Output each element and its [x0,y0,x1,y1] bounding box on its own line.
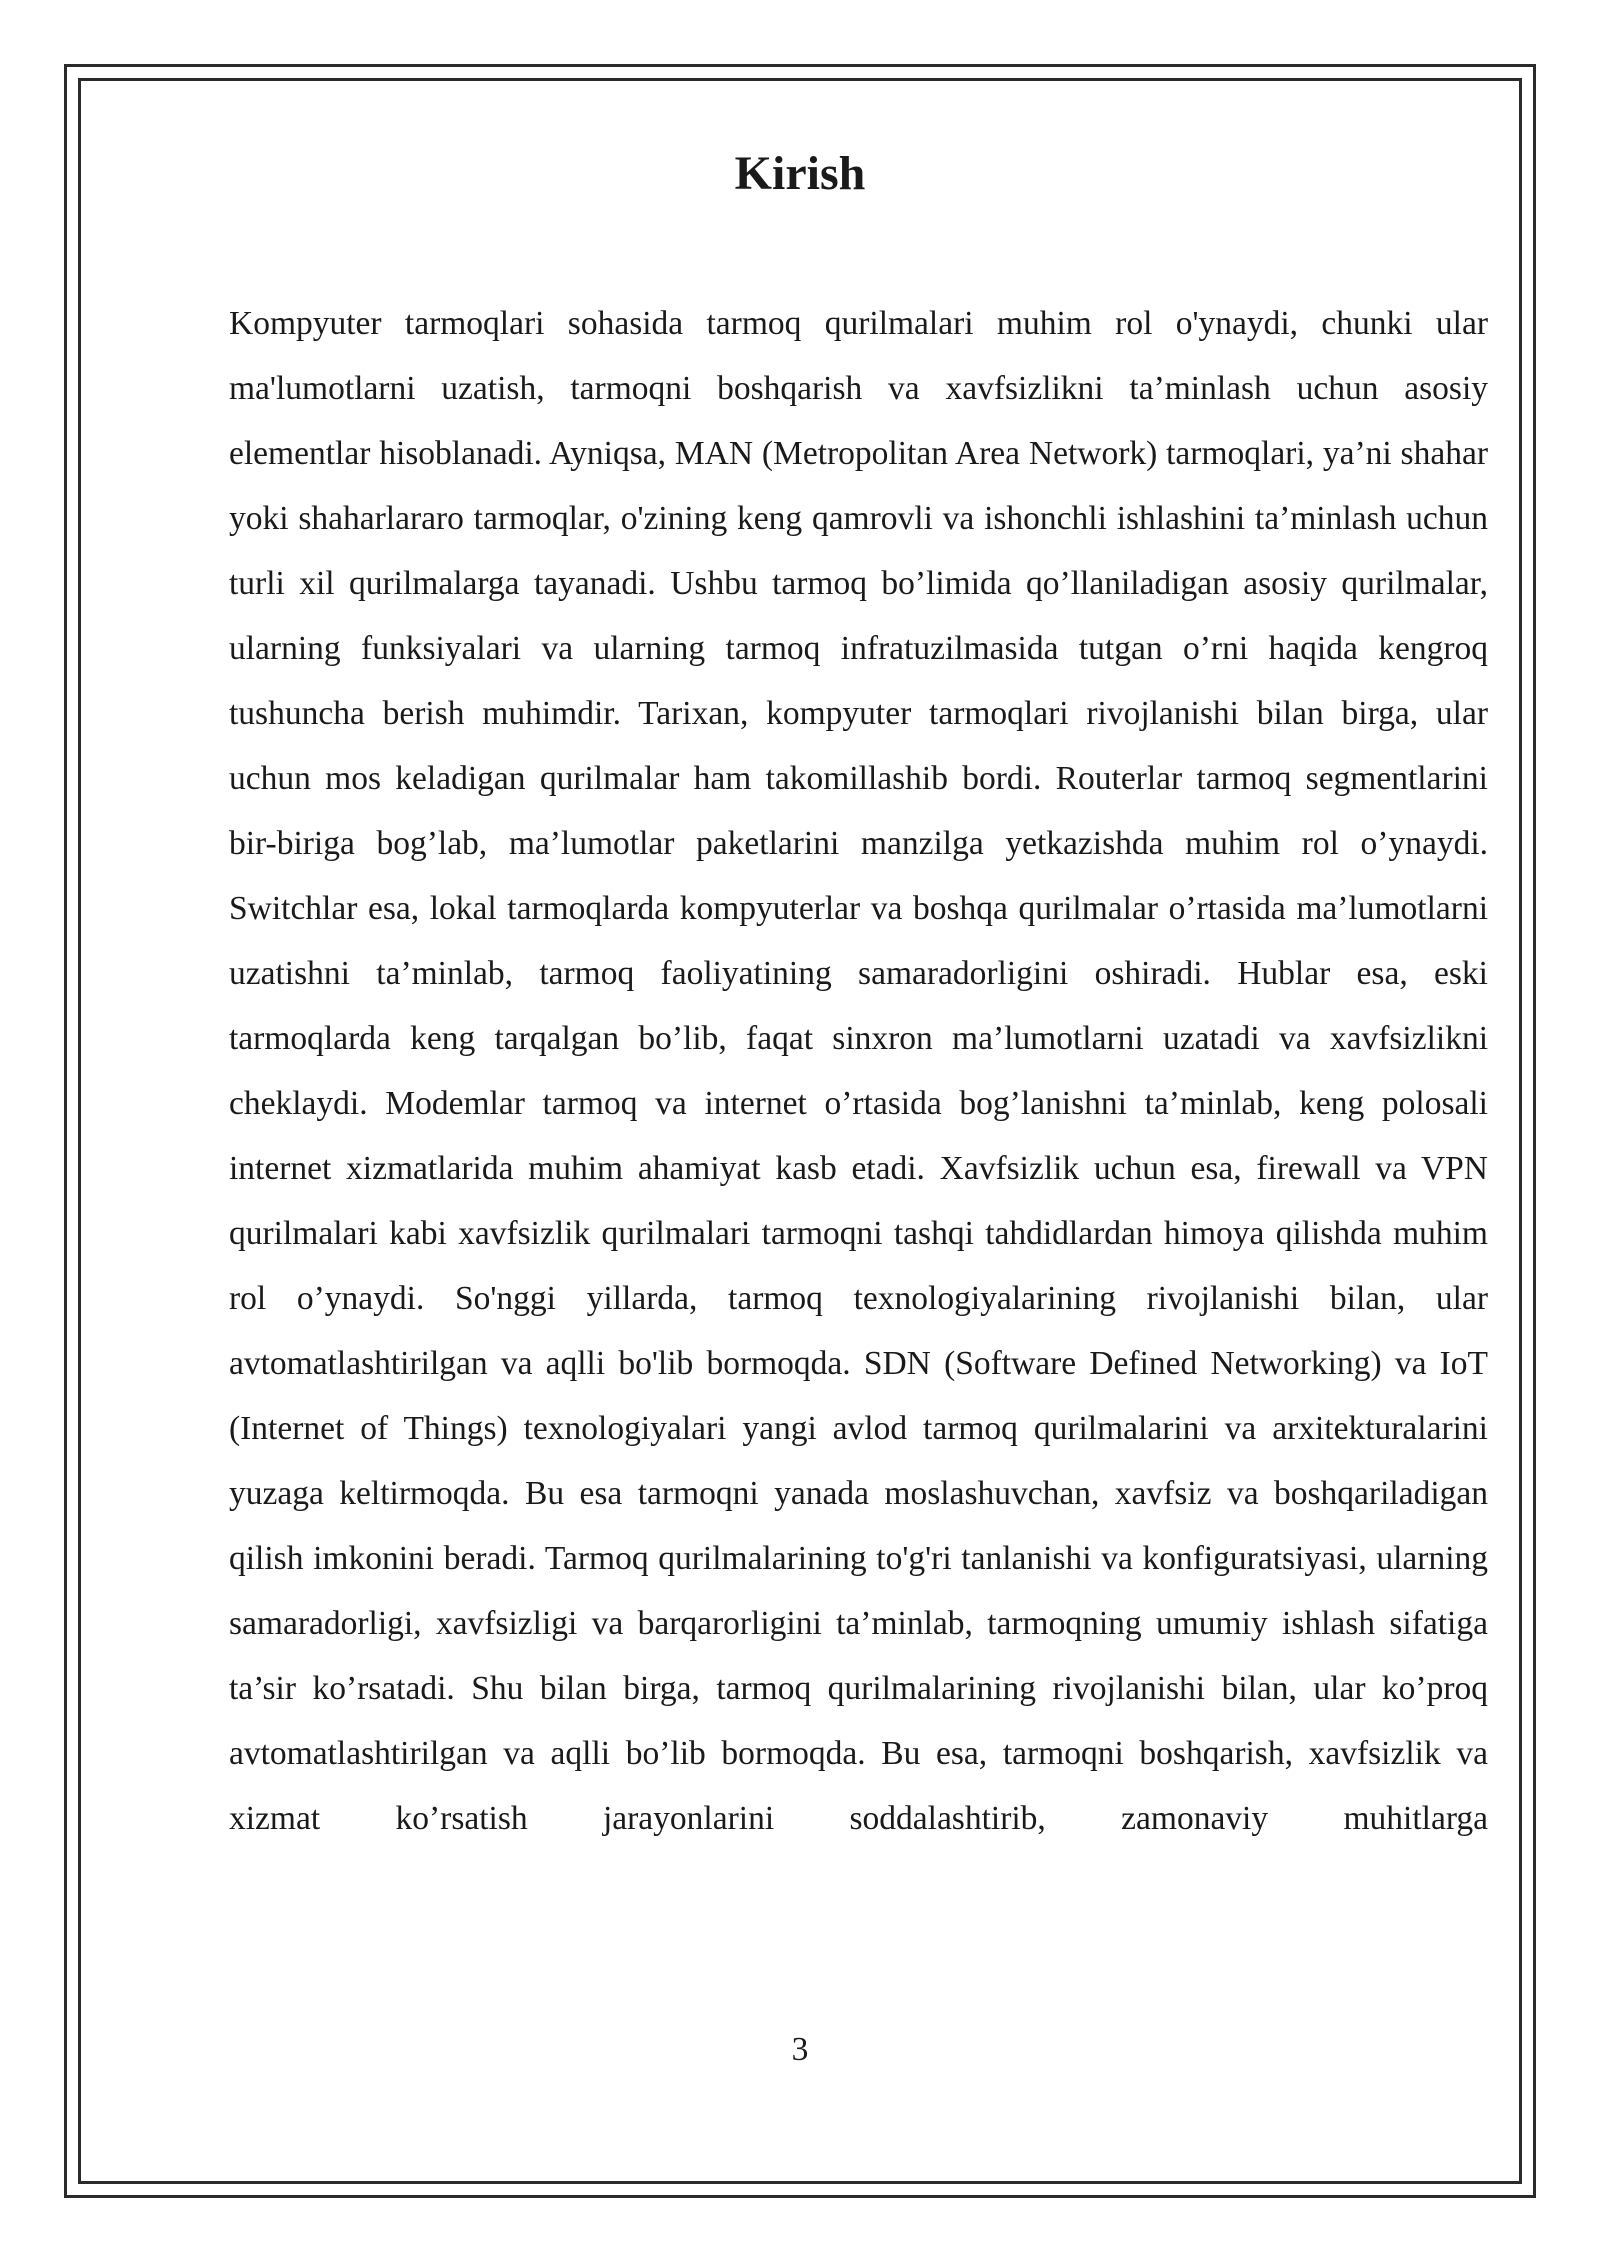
page-title: Kirish [734,147,866,200]
body-paragraph: Kompyuter tarmoqlari sohasida tarmoq qurilmalari muhim rol o'ynaydi, chunki ular ma'lumotlarni uzatish, tarmoqni boshqarish va xavfsizlikni ta’minlash uchun asosiy elementlar hisoblanadi. Ayniqsa, MAN (Metropolitan Area Network) tarmoqlari, ya’ni shahar yoki shaharlararo tarmoqlar, o'zining keng qamrovli va ishonchli ishlashini ta’minlash uchun turli xil qurilmalarga tayanadi. Ushbu tarmoq bo’limida qo’llaniladigan asosiy qurilmalar, ularning funksiyalari va ularning tarmoq infratuzilmasida tutgan o’rni haqida kengroq tushuncha berish muhimdir. Tarixan, kompyuter tarmoqlari rivojlanishi bilan birga, ular uchun mos keladigan qurilmalar ham takomillashib bordi. Routerlar tarmoq segmentlarini bir-biriga bog’lab, ma’lumotlar paketlarini manzilga yetkazishda muhim rol o’ynaydi. Switchlar esa, lokal tarmoqlarda kompyuterlar va boshqa qurilmalar o’rtasida ma’lumotlarni uzatishni ta’minlab, tarmoq faoliyatining samaradorligini oshiradi. Hublar esa, eski tarmoqlarda keng tarqalgan bo’lib, faqat sinxron ma’lumotlarni uzatadi va xavfsizlikni cheklaydi. Modemlar tarmoq va internet o’rtasida bog’lanishni ta’minlab, keng polosali internet xizmatlarida muhim ahamiyat kasb etadi. Xavfsizlik uchun esa, firewall va VPN qurilmalari kabi xavfsizlik qurilmalari tarmoqni tashqi tahdidlardan himoya qilishda muhim rol o’ynaydi. So'nggi yillarda, tarmoq texnologiyalarining rivojlanishi bilan, ular avtomatlashtirilgan va aqlli bo'lib bormoqda. SDN (Software Defined Networking) va IoT (Internet of Things) texnologiyalari yangi avlod tarmoq qurilmalarini va arxitekturalarini yuzaga keltirmoqda. Bu esa tarmoqni yanada moslashuvchan, xavfsiz va boshqariladigan qilish imkonini beradi. Tarmoq qurilmalarining to'g'ri tanlanishi va konfiguratsiyasi, ularning samaradorligi, xavfsizligi va barqarorligini ta’minlab, tarmoqning umumiy ishlash sifatiga ta’sir ko’rsatadi. Shu bilan birga, tarmoq qurilmalarining rivojlanishi bilan, ular ko’proq avtomatlashtirilgan va aqlli bo’lib bormoqda. Bu esa, tarmoqni boshqarish, xavfsizlik va xizmat ko’rsatish jarayonlarini soddalashtirib, zamonaviy muhitlarga [229,305,1488,1837]
page-number: 3 [791,2031,809,2068]
